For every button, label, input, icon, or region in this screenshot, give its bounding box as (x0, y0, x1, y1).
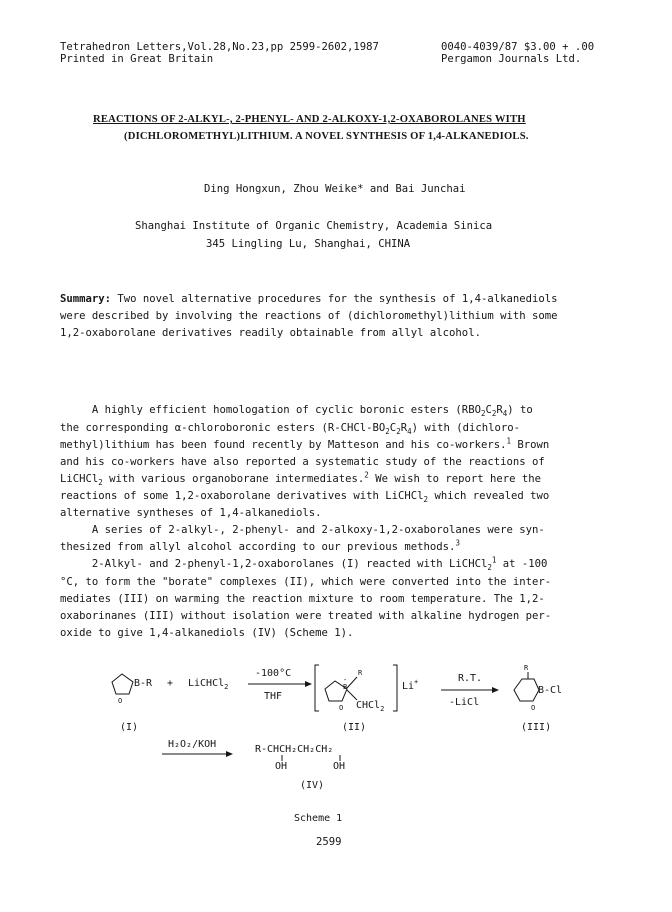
body-line: methyl)lithium has been found recently by Matteson and his co-workers.$^1$ Brown (60, 436, 550, 451)
hydroxyl-1: OH (275, 761, 288, 772)
body-line: A series of 2-alkyl-, 2-phenyl- and 2-alkoxy-1,2-oxaborolanes were syn- (60, 524, 545, 536)
body-line: oxide to give 1,4-alkanediols (IV) (Scheme 1). (60, 627, 354, 639)
arrow2-condition-bottom: -LiCl (449, 697, 480, 708)
affiliation-line-1: Shanghai Institute of Organic Chemistry, Academia Sinica (135, 220, 493, 232)
compound-II-structure (325, 677, 357, 701)
affiliation-line-2: 345 Lingling Lu, Shanghai, CHINA (206, 238, 411, 250)
arrow-3-head (226, 751, 233, 757)
compound-I-boron: B-R (134, 678, 153, 689)
compound-III-R: R (524, 664, 529, 672)
arrow1-condition-top: -100°C (255, 668, 292, 679)
arrow2-condition-top: R.T. (458, 673, 483, 684)
page-number: 2599 (316, 836, 342, 848)
summary-line-3: 1,2-oxaborolane derivatives readily obtainable from allyl alcohol. (60, 327, 481, 339)
lithium-cation: Li+ (402, 678, 419, 692)
summary-line-2: were described by involving the reactions of (dichloromethyl)lithium with some (60, 310, 558, 322)
journal-citation: Tetrahedron Letters,Vol.28,No.23,pp 2599-2602,1987 (60, 41, 379, 53)
compound-III-structure (514, 672, 539, 701)
reaction-scheme (0, 655, 672, 825)
compound-II-chcl2: CHCl$_2$ (356, 700, 385, 713)
summary-line-1: Summary: Two novel alternative procedures for the synthesis of 1,4-alkanediols (60, 293, 558, 305)
paper-title-line-1: REACTIONS OF 2-ALKYL-, 2-PHENYL- AND 2-ALKOXY-1,2-OXABOROLANES WITH (93, 114, 526, 125)
compound-II-boron: B (343, 683, 348, 691)
body-line: A highly efficient homologation of cyclic boronic esters $(RBO_2C_2R_4)$ to (60, 404, 533, 419)
body-line: the corresponding α-chloroboronic esters $(R-CHCl-BO_2C_2R_4)$ with (dichloro- (60, 422, 521, 437)
label-III: (III) (521, 722, 552, 733)
compound-II-R: R (358, 669, 363, 677)
body-line: and his co-workers have also reported a systematic study of the reactions of (60, 456, 545, 468)
body-line: LiCHCl$_2$ with various organoborane intermediates.$^2$ We wish to report here the (60, 470, 542, 488)
label-IV: (IV) (300, 780, 325, 791)
body-line: 2-Alkyl- and 2-phenyl-1,2-oxaborolanes (I) reacted with LiCHCl$_2^1$ at -100 (60, 555, 548, 573)
compound-III-bcl: B-Cl (538, 685, 563, 696)
label-II: (II) (342, 722, 367, 733)
reagent-licl2: LiCHCl$_2$ (188, 678, 229, 691)
label-I: (I) (120, 722, 139, 733)
body-line: oxaborinanes (III) without isolation were treated with alkaline hydrogen per- (60, 610, 552, 622)
body-line: reactions of some 1,2-oxaborolane derivatives with LiCHCl$_2$ which revealed two (60, 490, 550, 505)
arrow3-condition: H₂O₂/KOH (168, 739, 217, 750)
body-line: thesized from allyl alcohol according to our previous methods.$^3$ (60, 538, 460, 553)
body-line: mediates (III) on warming the reaction mixture to room temperature. The 1,2- (60, 593, 545, 605)
paper-title-line-2: (DICHLOROMETHYL)LITHIUM. A NOVEL SYNTHESIS OF 1,4-ALKANEDIOLS. (124, 131, 529, 142)
compound-I-structure (112, 674, 133, 694)
arrow-2-head (492, 687, 499, 693)
body-line: alternative syntheses of 1,4-alkanediols. (60, 507, 322, 519)
authors: Ding Hongxun, Zhou Weike* and Bai Junchai (204, 183, 466, 195)
bracket-left (315, 665, 319, 711)
bracket-right (393, 665, 397, 711)
compound-II-oxygen: O (339, 704, 344, 712)
compound-I-oxygen: O (118, 697, 123, 705)
product-IV-formula: R-CHCH₂CH₂CH₂ (255, 744, 334, 755)
publisher: Pergamon Journals Ltd. (441, 53, 582, 65)
price-code: 0040-4039/87 $3.00 + .00 (441, 41, 595, 53)
printed-in: Printed in Great Britain (60, 53, 214, 65)
plus-sign: + (167, 678, 174, 689)
arrow1-condition-bottom: THF (264, 691, 283, 702)
body-line: °C, to form the "borate" complexes (II), which were converted into the inter- (60, 576, 552, 588)
hydroxyl-2: OH (333, 761, 346, 772)
compound-II-charge: - (343, 676, 348, 684)
arrow-1-head (305, 681, 312, 687)
compound-III-oxygen: O (531, 704, 536, 712)
summary-label: Summary: (60, 293, 112, 305)
scheme-caption: Scheme 1 (294, 813, 343, 824)
